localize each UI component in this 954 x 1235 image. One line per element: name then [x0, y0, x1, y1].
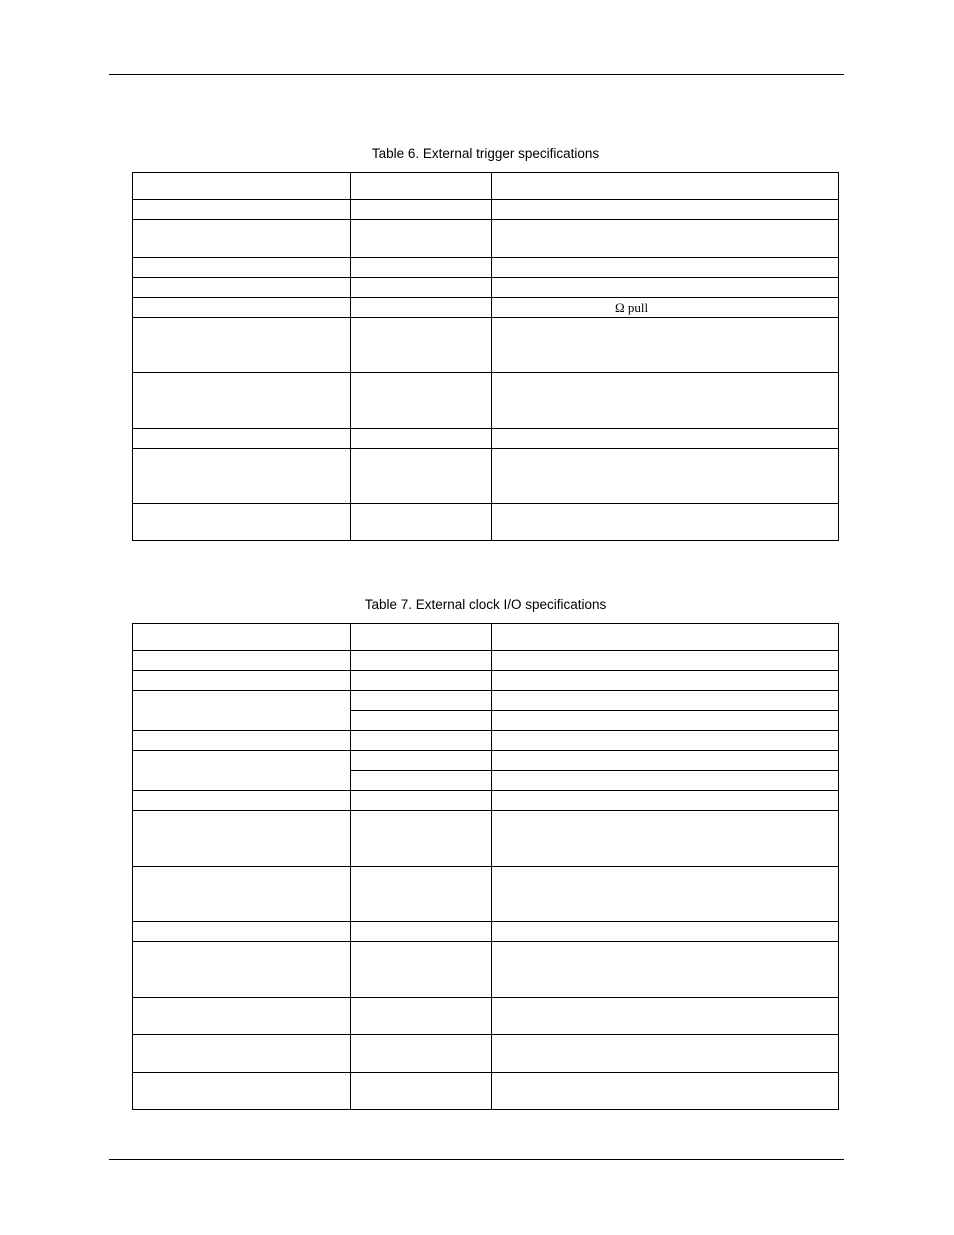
- table-cell: [133, 867, 351, 921]
- table-cell: [351, 731, 492, 750]
- table-row: [133, 199, 838, 219]
- table-cell: [351, 504, 492, 540]
- table-row: [133, 257, 838, 277]
- table-cell: [492, 173, 838, 199]
- table-cell: [492, 449, 838, 503]
- table-row: [133, 1034, 838, 1072]
- table-cell: [133, 173, 351, 199]
- table-subrows: [351, 751, 838, 790]
- table-cell: [492, 220, 838, 257]
- table-cell: [133, 691, 351, 730]
- table-cell: [351, 867, 492, 921]
- table-cell: [351, 791, 492, 810]
- table-row: [133, 428, 838, 448]
- table-cell: [133, 671, 351, 690]
- table7: [132, 623, 839, 1110]
- table-row: [133, 866, 838, 921]
- table-cell: [351, 671, 492, 690]
- table-subrow: [351, 691, 838, 710]
- table-row: [133, 670, 838, 690]
- table-cell: [492, 922, 838, 941]
- table-row: [133, 624, 838, 650]
- table-row: [133, 277, 838, 297]
- table-cell: [492, 791, 838, 810]
- table-cell: [351, 220, 492, 257]
- table-cell: [351, 771, 492, 790]
- table-cell: [492, 624, 838, 650]
- table-row: [133, 650, 838, 670]
- footer-rule: [109, 1159, 844, 1160]
- table-cell: [351, 651, 492, 670]
- table-cell: [351, 258, 492, 277]
- table-row: [133, 372, 838, 428]
- table-cell: [492, 711, 838, 730]
- table-cell: [351, 1035, 492, 1072]
- table-cell: [133, 624, 351, 650]
- table-row: [133, 219, 838, 257]
- table-cell: [351, 200, 492, 219]
- table-cell: [351, 278, 492, 297]
- table-cell: [133, 449, 351, 503]
- table-cell: [351, 429, 492, 448]
- table-cell: [492, 811, 838, 866]
- table-cell: [133, 651, 351, 670]
- table-cell: [351, 173, 492, 199]
- table-cell: [492, 200, 838, 219]
- table-cell: [133, 429, 351, 448]
- table-subrows: [351, 691, 838, 730]
- table-cell: [492, 504, 838, 540]
- table-cell: [351, 998, 492, 1034]
- table-row: [133, 503, 838, 540]
- table-row: [133, 921, 838, 941]
- table-cell: [492, 1035, 838, 1072]
- table-cell: Ω pull: [615, 300, 649, 315]
- table-row: [133, 173, 838, 199]
- table-row: [133, 1072, 838, 1109]
- table-cell: [133, 942, 351, 997]
- table-cell: [492, 691, 838, 710]
- table-cell: [133, 1073, 351, 1109]
- table-cell: [492, 771, 838, 790]
- table-row: [133, 810, 838, 866]
- table-cell: [133, 922, 351, 941]
- table-cell: [351, 298, 492, 317]
- table-cell: [133, 318, 351, 372]
- table-cell: [133, 200, 351, 219]
- table-row: [133, 750, 838, 790]
- table-cell: [351, 942, 492, 997]
- table-cell: [133, 731, 351, 750]
- table-cell: [133, 258, 351, 277]
- table-row: [133, 997, 838, 1034]
- table-row: [133, 941, 838, 997]
- table-cell: [351, 318, 492, 372]
- table-cell: [492, 867, 838, 921]
- table-row: [133, 297, 838, 317]
- table-cell: [492, 278, 838, 297]
- table-row: [133, 730, 838, 750]
- table-cell: [492, 651, 838, 670]
- table-cell: [351, 373, 492, 428]
- table-cell: [492, 373, 838, 428]
- table-subrow: [351, 751, 838, 770]
- table-cell: [492, 671, 838, 690]
- table-cell: [351, 922, 492, 941]
- table-subrow: [351, 710, 838, 730]
- table6-caption: Table 6. External trigger specifications: [371, 146, 600, 161]
- table-cell: [133, 373, 351, 428]
- table-cell: [351, 1073, 492, 1109]
- table-row: [133, 690, 838, 730]
- table-cell: [492, 998, 838, 1034]
- table-cell: [351, 811, 492, 866]
- table-cell: [133, 278, 351, 297]
- table-cell: [492, 942, 838, 997]
- table-cell: [133, 791, 351, 810]
- table6: [132, 172, 839, 541]
- table-row: [133, 317, 838, 372]
- table-cell: [492, 318, 838, 372]
- table-row: [133, 790, 838, 810]
- table7-caption: Table 7. External clock I/O specifications: [364, 597, 607, 612]
- table-cell: [133, 1035, 351, 1072]
- table-subrow: [351, 770, 838, 790]
- table-row: [133, 448, 838, 503]
- table-cell: [351, 751, 492, 770]
- table-cell: [133, 811, 351, 866]
- table-cell: [492, 258, 838, 277]
- table-cell: [351, 711, 492, 730]
- table-cell: [492, 731, 838, 750]
- table-cell: [492, 429, 838, 448]
- table-cell: [133, 504, 351, 540]
- table-cell: [133, 220, 351, 257]
- table-cell: [133, 298, 351, 317]
- table-cell: [492, 1073, 838, 1109]
- table-cell: [351, 691, 492, 710]
- table-cell: [133, 751, 351, 790]
- table-cell: [351, 449, 492, 503]
- table-cell: [492, 751, 838, 770]
- table-cell: [133, 998, 351, 1034]
- header-rule: [109, 74, 844, 75]
- table-cell: [351, 624, 492, 650]
